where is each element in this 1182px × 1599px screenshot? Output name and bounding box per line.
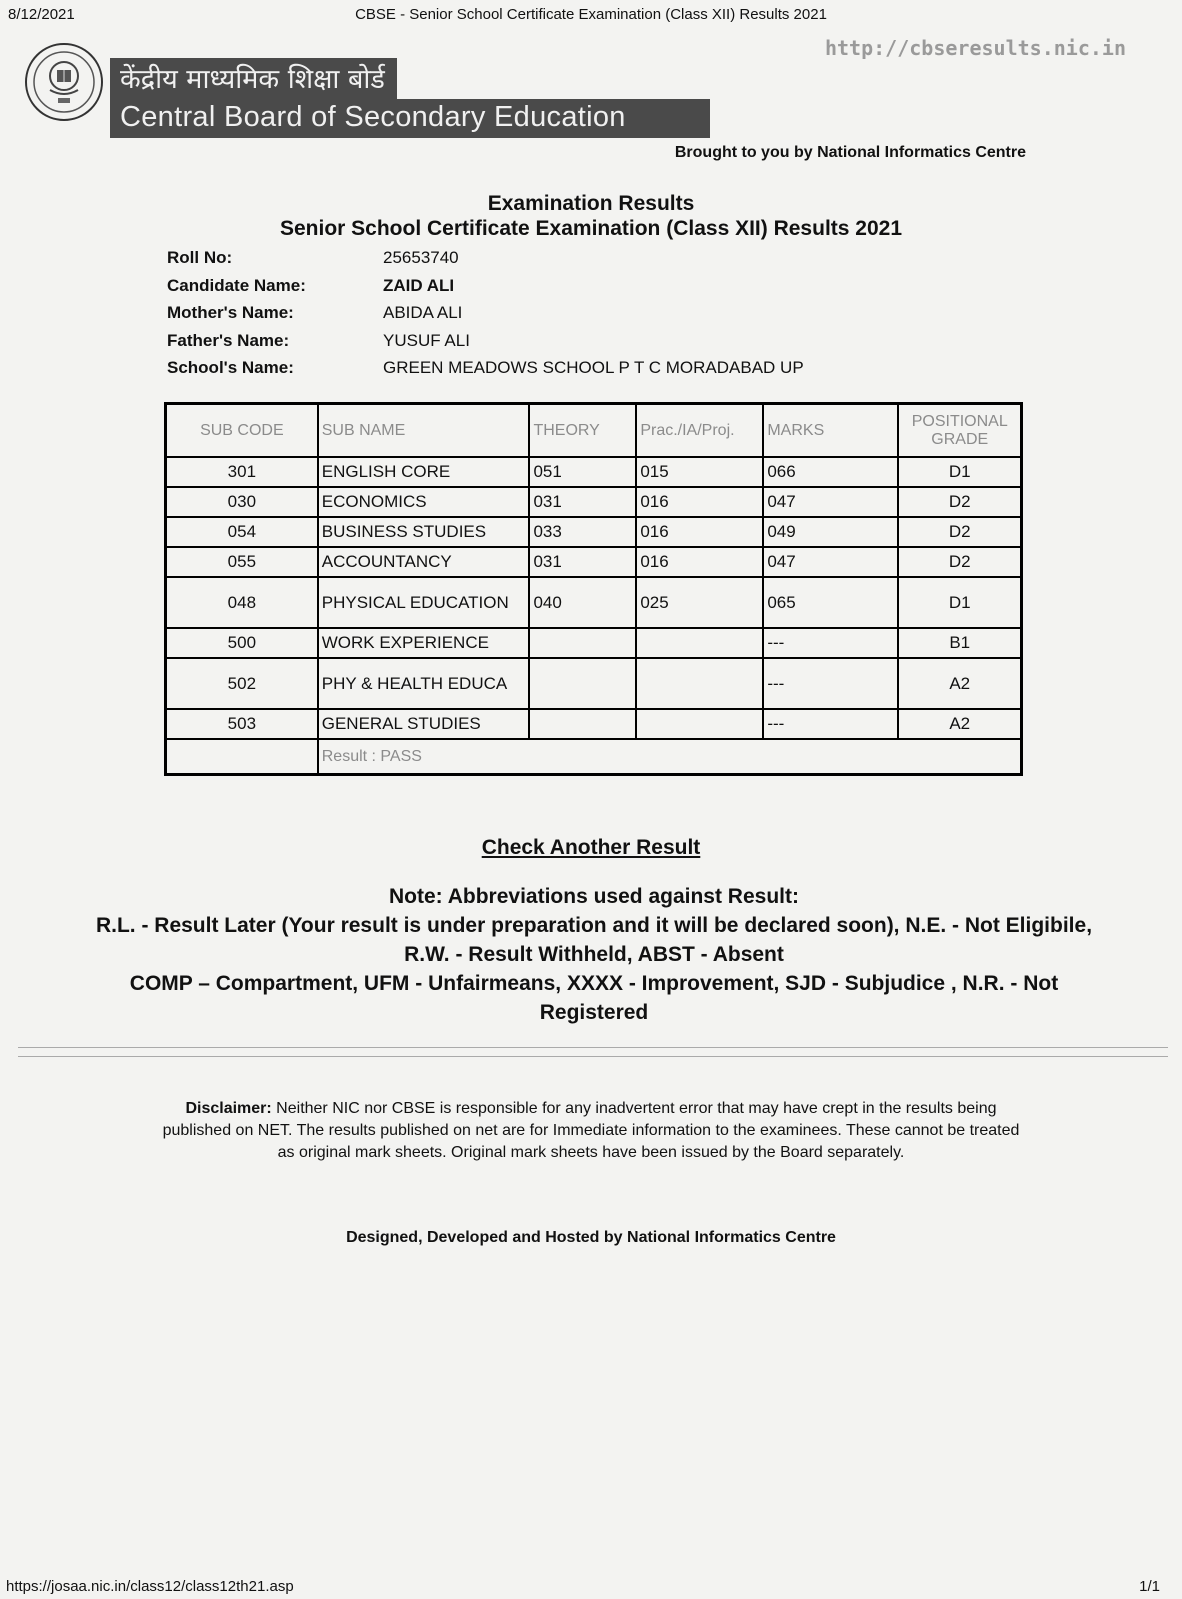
table-row: [166, 658, 1022, 709]
total-marks: 047: [763, 547, 898, 577]
theory-marks: 051: [529, 457, 636, 487]
sub-name: PHYSICAL EDUCATION: [318, 577, 530, 628]
sub-name: ENGLISH CORE: [318, 457, 530, 487]
header-marks: MARKS: [763, 404, 898, 458]
header-prac: Prac./IA/Proj.: [636, 404, 763, 458]
results-table: [164, 402, 1023, 776]
sub-code: 055: [166, 547, 318, 577]
table-row: [166, 487, 1022, 517]
divider: [18, 1047, 1168, 1048]
prac-marks: [636, 709, 763, 739]
sub-name: ACCOUNTANCY: [318, 547, 530, 577]
candidate-name-value: ZAID ALI: [383, 276, 455, 295]
positional-grade: D2: [898, 547, 1021, 577]
check-another-result-link[interactable]: Check Another Result: [481, 836, 701, 859]
disclaimer-text: Neither NIC nor CBSE is responsible for any inadvertent error that may have crept in the results being published on NET. The results published on net are for Immediate information to the examinees. These cannot be treated as original mark sheets. Original mark sheets have been issued by the Board separately.: [162, 1100, 1020, 1161]
positional-grade: B1: [898, 628, 1021, 658]
header-sub-code: SUB CODE: [166, 404, 318, 458]
prac-marks: 016: [636, 487, 763, 517]
note-line: COMP – Compartment, UFM - Unfairmeans, XXXX - Improvement, SJD - Subjudice , N.R. - Not: [129, 972, 1059, 995]
total-marks: 066: [763, 457, 898, 487]
table-row: [166, 517, 1022, 547]
theory-marks: 031: [529, 547, 636, 577]
sub-name: PHY & HEALTH EDUCA: [318, 658, 530, 709]
total-marks: 049: [763, 517, 898, 547]
roll-no-value: 25653740: [383, 248, 459, 267]
result-row: [166, 739, 1022, 775]
sub-code: 054: [166, 517, 318, 547]
positional-grade: A2: [898, 709, 1021, 739]
abbreviations-note: [14, 882, 1174, 1027]
theory-marks: 033: [529, 517, 636, 547]
sub-code: 048: [166, 577, 318, 628]
roll-no-label: Roll No:: [167, 248, 233, 267]
table-header-row: [166, 404, 1022, 458]
theory-marks: [529, 709, 636, 739]
header-positional-grade: POSITIONAL GRADE: [898, 404, 1021, 458]
prac-marks: 016: [636, 547, 763, 577]
banner-hindi-text: केंद्रीय माध्यमिक शिक्षा बोर्ड: [110, 58, 397, 99]
sub-code: 502: [166, 658, 318, 709]
exam-subtitle: Senior School Certificate Examination (Class XII) Results 2021: [279, 217, 903, 240]
total-marks: ---: [763, 709, 898, 739]
sub-name: ECONOMICS: [318, 487, 530, 517]
total-marks: 065: [763, 577, 898, 628]
banner-english-text: Central Board of Secondary Education: [110, 99, 710, 138]
mother-name-value: ABIDA ALI: [383, 303, 463, 322]
prac-marks: 015: [636, 457, 763, 487]
header-theory: THEORY: [529, 404, 636, 458]
sub-name: GENERAL STUDIES: [318, 709, 530, 739]
exam-title: Examination Results: [487, 192, 695, 215]
table-row: [166, 457, 1022, 487]
note-line: Registered: [539, 1001, 649, 1024]
prac-marks: 025: [636, 577, 763, 628]
father-name-value: YUSUF ALI: [383, 331, 470, 350]
cbse-emblem-logo: [24, 36, 104, 128]
disclaimer-label: Disclaimer:: [185, 1100, 272, 1117]
theory-marks: 040: [529, 577, 636, 628]
total-marks: ---: [763, 628, 898, 658]
sub-code: 030: [166, 487, 318, 517]
mother-name-label: Mother's Name:: [167, 303, 294, 322]
note-line: R.L. - Result Later (Your result is under preparation and it will be declared soon), N.E. - Not Eligibile,: [95, 914, 1093, 937]
sub-name: BUSINESS STUDIES: [318, 517, 530, 547]
sub-name: WORK EXPERIENCE: [318, 628, 530, 658]
site-url: http://cbseresults.nic.in: [824, 36, 1126, 60]
print-date: 8/12/2021: [8, 6, 75, 23]
positional-grade: D1: [898, 577, 1021, 628]
note-line: R.W. - Result Withheld, ABST - Absent: [404, 943, 784, 966]
disclaimer: [160, 1098, 1022, 1164]
result-empty-cell: [166, 739, 318, 775]
father-name-label: Father's Name:: [167, 331, 290, 350]
prac-marks: [636, 658, 763, 709]
note-title: Note: Abbreviations used against Result:: [389, 885, 799, 908]
divider: [18, 1056, 1168, 1057]
print-title: CBSE - Senior School Certificate Examination (Class XII) Results 2021: [355, 6, 827, 23]
table-row: [166, 709, 1022, 739]
print-footer-url: https://josaa.nic.in/class12/class12th21.asp: [6, 1578, 294, 1595]
school-name-label: School's Name:: [167, 358, 294, 377]
school-name-value: GREEN MEADOWS SCHOOL P T C MORADABAD UP: [383, 358, 804, 377]
header-sub-name: SUB NAME: [318, 404, 530, 458]
prac-marks: 016: [636, 517, 763, 547]
prac-marks: [636, 628, 763, 658]
table-row: [166, 628, 1022, 658]
positional-grade: D2: [898, 487, 1021, 517]
print-page-number: 1/1: [1139, 1578, 1160, 1595]
table-row: [166, 577, 1022, 628]
sub-code: 301: [166, 457, 318, 487]
positional-grade: A2: [898, 658, 1021, 709]
theory-marks: [529, 628, 636, 658]
cbse-banner: [110, 58, 710, 138]
total-marks: ---: [763, 658, 898, 709]
sub-code: 500: [166, 628, 318, 658]
candidate-name-label: Candidate Name:: [167, 276, 306, 295]
result-text: Result : PASS: [318, 739, 1022, 775]
total-marks: 047: [763, 487, 898, 517]
designed-by-text: Designed, Developed and Hosted by National Informatics Centre: [346, 1229, 836, 1246]
brought-by-text: Brought to you by National Informatics Centre: [674, 144, 1026, 161]
positional-grade: D1: [898, 457, 1021, 487]
table-row: [166, 547, 1022, 577]
positional-grade: D2: [898, 517, 1021, 547]
theory-marks: [529, 658, 636, 709]
sub-code: 503: [166, 709, 318, 739]
theory-marks: 031: [529, 487, 636, 517]
